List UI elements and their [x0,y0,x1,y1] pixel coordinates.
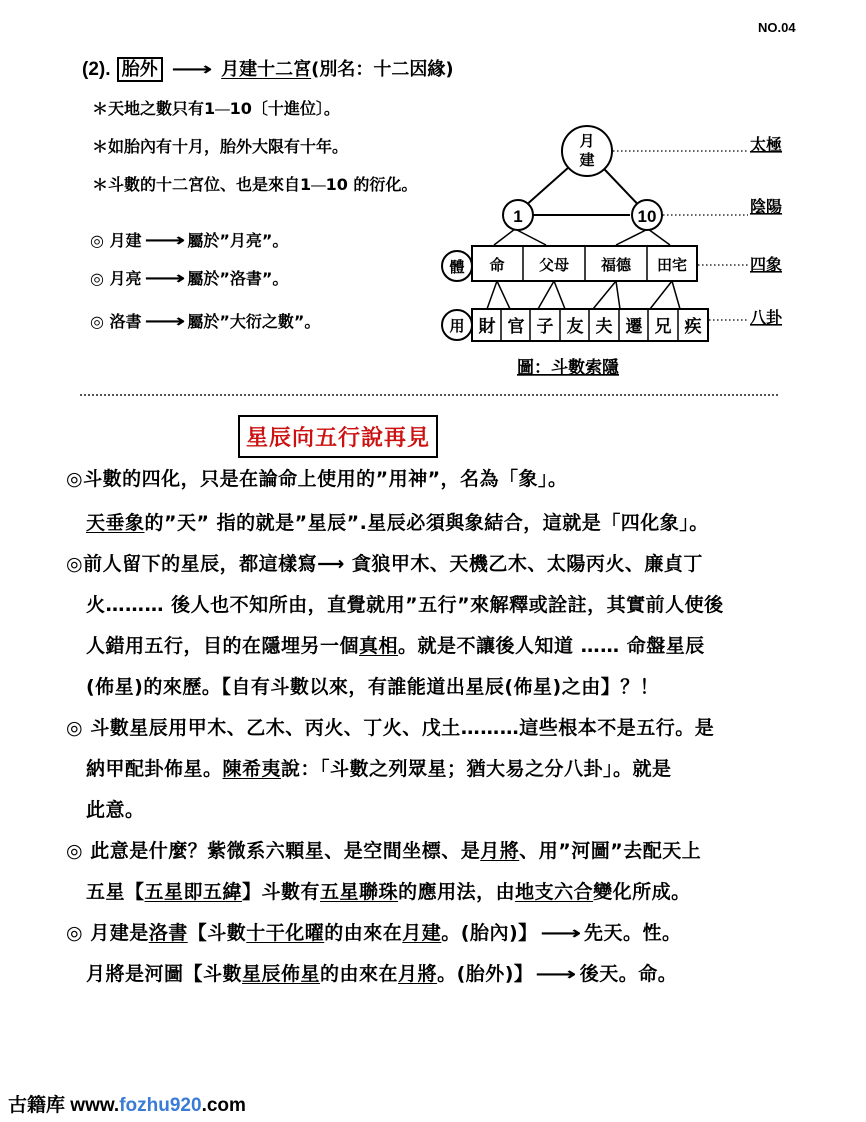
palace-zi: 子 [536,317,554,337]
underlined-term: 月將 [398,963,438,985]
connectors [487,281,680,309]
leader-lines [613,151,748,320]
underlined-term: 真相 [359,635,399,657]
node-one-label: 1 [513,207,523,226]
paragraph-line [86,959,677,986]
mapping-target: 屬於”洛書”。 [187,269,289,288]
arrow-icon: ⟶ [143,268,186,289]
paragraph-line [86,508,709,535]
row1-label: 體 [449,258,465,276]
text: 說：「斗數之列眾星；猶大易之分八卦」。就是 [281,758,672,780]
label-sixiang: 四象 [750,255,783,274]
underlined-term: 星辰佈星 [242,963,321,985]
dash: ── [311,179,326,193]
brand-name: 古籍库 [8,1095,66,1116]
underlined-term: 月建 [402,922,442,944]
paragraph-line: ◎前人留下的星辰，都這樣寫⟶ 貪狼甲木、天機乙木、太陽丙火、廉貞丁 [66,553,703,575]
page-number: NO.04 [758,20,796,35]
palace-xiong: 兄 [654,317,672,337]
note-text: ＊斗數的十二宮位、也是來自1 [92,175,312,194]
mapping-target: 屬於”大衍之數”。 [187,312,321,331]
paragraph-line: 此意。 [86,799,145,821]
arrow-icon: ⟶ [171,59,213,80]
underlined-term: 五星聯珠 [320,881,399,903]
text: 的由來在 [324,922,403,944]
dash: ── [215,103,230,117]
text: 的”天” 指的就是”星辰”.星辰必須與象結合，這就是「四化象」。 [144,512,709,534]
label-taiji: 太極 [750,135,783,154]
mapping-line-3 [90,309,320,332]
paragraph-line: 火……… 後人也不知所由，直覺就用”五行”來解釋或詮註，其實前人使後 [86,594,724,616]
mapping-term: ◎ 月建 [90,231,142,250]
label-yinyang: 陰陽 [750,197,783,216]
mapping-term: ◎ 洛書 [90,312,142,331]
mapping-line-2 [90,266,288,289]
palace-fumu: 父母 [538,256,570,274]
text: 、用”河圖”去配天上 [519,840,702,862]
paragraph-line [86,631,705,658]
url-domain: fozhu920 [119,1095,202,1116]
note-line-2: ＊如胎內有十月，胎外大限有十年。 [92,137,349,156]
node-yuejian-bottom: 建 [579,151,595,169]
underlined-term: 洛書 [148,922,188,944]
mapping-term: ◎ 月亮 [90,269,142,288]
header-title: 月建十二宮 [221,59,312,80]
note-line-3 [92,172,417,195]
palace-qian: 遷 [625,317,643,337]
text: ◎ 此意是什麼？紫微系六顆星、是空間坐標、是 [66,840,481,862]
text: 後天。命。 [579,963,678,985]
paragraph-line [66,836,701,863]
text: ◎ 月建是 [66,922,149,944]
palace-ming: 命 [489,256,505,274]
mapping-target: 屬於”月亮”。 [187,231,289,250]
text: 納甲配卦佈星。 [86,758,223,780]
note-text: 10〔十進位〕。 [229,99,340,118]
arrow-icon: ⟶ [535,964,578,985]
row2-label: 用 [449,317,465,335]
palace-tianzhai: 田宅 [656,256,688,274]
text: 【斗數 [187,922,247,944]
label-bagua: 八卦 [750,308,783,327]
underlined-term: 天垂象 [86,512,145,534]
palace-cai: 財 [478,317,496,337]
paragraph-line: (佈星)的來歷。【自有斗數以來，有誰能道出星辰(佈星)之由】？！ [86,676,660,698]
palace-you: 友 [566,317,584,337]
section-divider [80,394,778,396]
text: 。(胎內)】 [441,922,538,944]
section-title: 星辰向五行說再見 [238,415,438,458]
header-alias: (別名：十二因緣) [311,59,454,80]
palace-fude: 福德 [600,256,632,274]
underlined-term: 五星即五緯 [144,881,243,903]
palace-fu: 夫 [595,317,613,337]
paragraph-line: ◎ 斗數星辰用甲木、乙木、丙火、丁火、戊土………這些根本不是五行。是 [66,717,715,739]
note-line-1 [92,96,340,119]
underlined-term: 十干化曜 [246,922,325,944]
text: 月將是河圖【斗數 [86,963,243,985]
mapping-line-1 [90,228,288,251]
url-suffix: .com [201,1095,246,1116]
text: 】斗數有 [242,881,321,903]
section-header [82,55,454,81]
text: 的應用法，由 [398,881,516,903]
text: 先天。性。 [583,922,682,944]
paragraph-line [86,754,672,781]
section-index: (2). [82,59,111,80]
paragraph-line [86,877,691,904]
arrow-icon: ⟶ [539,923,582,944]
text: 人錯用五行，目的在隱埋另一個 [86,635,360,657]
underlined-term: 陳希夷 [222,758,282,780]
palace-guan: 官 [507,317,525,337]
paragraph-line [66,918,681,945]
palace-diagram [430,115,810,380]
note-text: ＊天地之數只有1 [92,99,216,118]
site-watermark[interactable] [8,1090,246,1117]
arrow-icon: ⟶ [143,311,186,332]
boxed-term: 胎外 [117,57,163,82]
text: 變化所成。 [593,881,691,903]
arrow-icon: ⟶ [143,230,186,251]
url-prefix: www. [65,1095,120,1116]
palace-ji: 疾 [684,317,702,337]
node-ten-label: 10 [637,207,657,226]
text: 。就是不讓後人知道 …… 命盤星辰 [398,635,705,657]
underlined-term: 地支六合 [515,881,594,903]
diagram-caption: 圖：斗數索隱 [517,358,619,378]
text: 。(胎外)】 [437,963,534,985]
text: 五星【 [86,881,145,903]
note-text: 10 的衍化。 [325,175,418,194]
paragraph-line: ◎斗數的四化，只是在論命上使用的”用神”，名為「象」。 [66,468,568,490]
node-yuejian-top: 月 [579,132,595,150]
underlined-term: 月將 [480,840,520,862]
text: 的由來在 [320,963,399,985]
